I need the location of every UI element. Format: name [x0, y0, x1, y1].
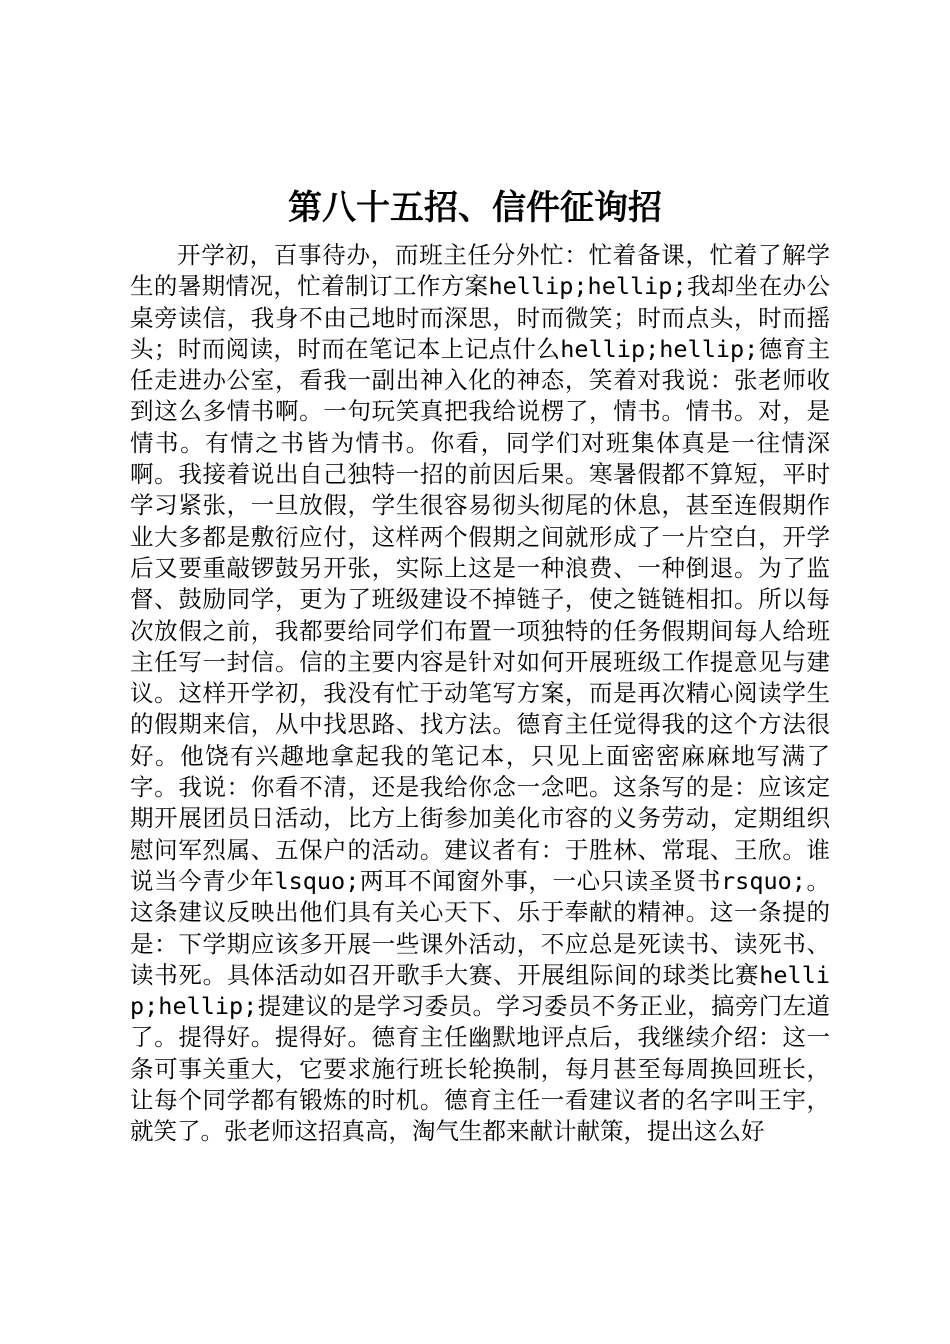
document-body-paragraph: 开学初，百事待办，而班主任分外忙：忙着备课，忙着了解学生的暑期情况，忙着制订工作方案hellip;hellip;我却坐在办公桌旁读信，我身不由己地时而深思，时而微笑；时而点头，时而摇头；时而阅读，时而在笔记本上记点什么hellip;hellip;德育主任走进办公室，看我一副出神入化的神态，笑着对我说：张老师收到这么多情书啊。一句玩笑真把我给说楞了，情书。情书。对，是情书。有情之书皆为情书。你看，同学们对班集体真是一往情深啊。我接着说出自己独特一招的前因后果。寒暑假都不算短，平时学习紧张，一旦放假，学生很容易彻头彻尾的休息，甚至连假期作业大多都是敷衍应付，这样两个假期之间就形成了一片空白，开学后又要重敲锣鼓另开张，实际上这是一种浪费、一种倒退。为了监督、鼓励同学，更为了班级建设不掉链子，使之链链相扣。所以每次放假之前，我都要给同学们布置一项独特的任务假期间每人给班主任写一封信。信的主要内容是针对如何开展班级工作提意见与建议。这样开学初，我没有忙于动笔写方案，而是再次精心阅读学生的假期来信，从中找思路、找方法。德育主任觉得我的这个方法很好。他饶有兴趣地拿起我的笔记本，只见上面密密麻麻地写满了字。我说：你看不清，还是我给你念一念吧。这条写的是：应该定期开展团员日活动，比方上街参加美化市容的义务劳动，定期组织慰问军烈属、五保户的活动。建议者有：于胜林、常琨、王欣。谁说当今青少年lsquo;两耳不闻窗外事，一心只读圣贤书rsquo;。这条建议反映出他们具有关心天下、乐于奉献的精神。这一条提的是：下学期应该多开展一些课外活动，不应总是死读书、读死书、读书死。具体活动如召开歌手大赛、开展组际间的球类比赛hellip;hellip;提建议的是学习委员。学习委员不务正业，搞旁门左道了。提得好。提得好。德育主任幽默地评点后，我继续介绍：这一条可事关重大，它要求施行班长轮换制，每月甚至每周换回班长，让每个同学都有锻炼的时机。德育主任一看建议者的名字叫王宇，就笑了。张老师这招真高，淘气生都来献计献策，提出这么好 — [130, 241, 830, 1146]
document-title: 第八十五招、信件征询招 — [288, 188, 662, 228]
